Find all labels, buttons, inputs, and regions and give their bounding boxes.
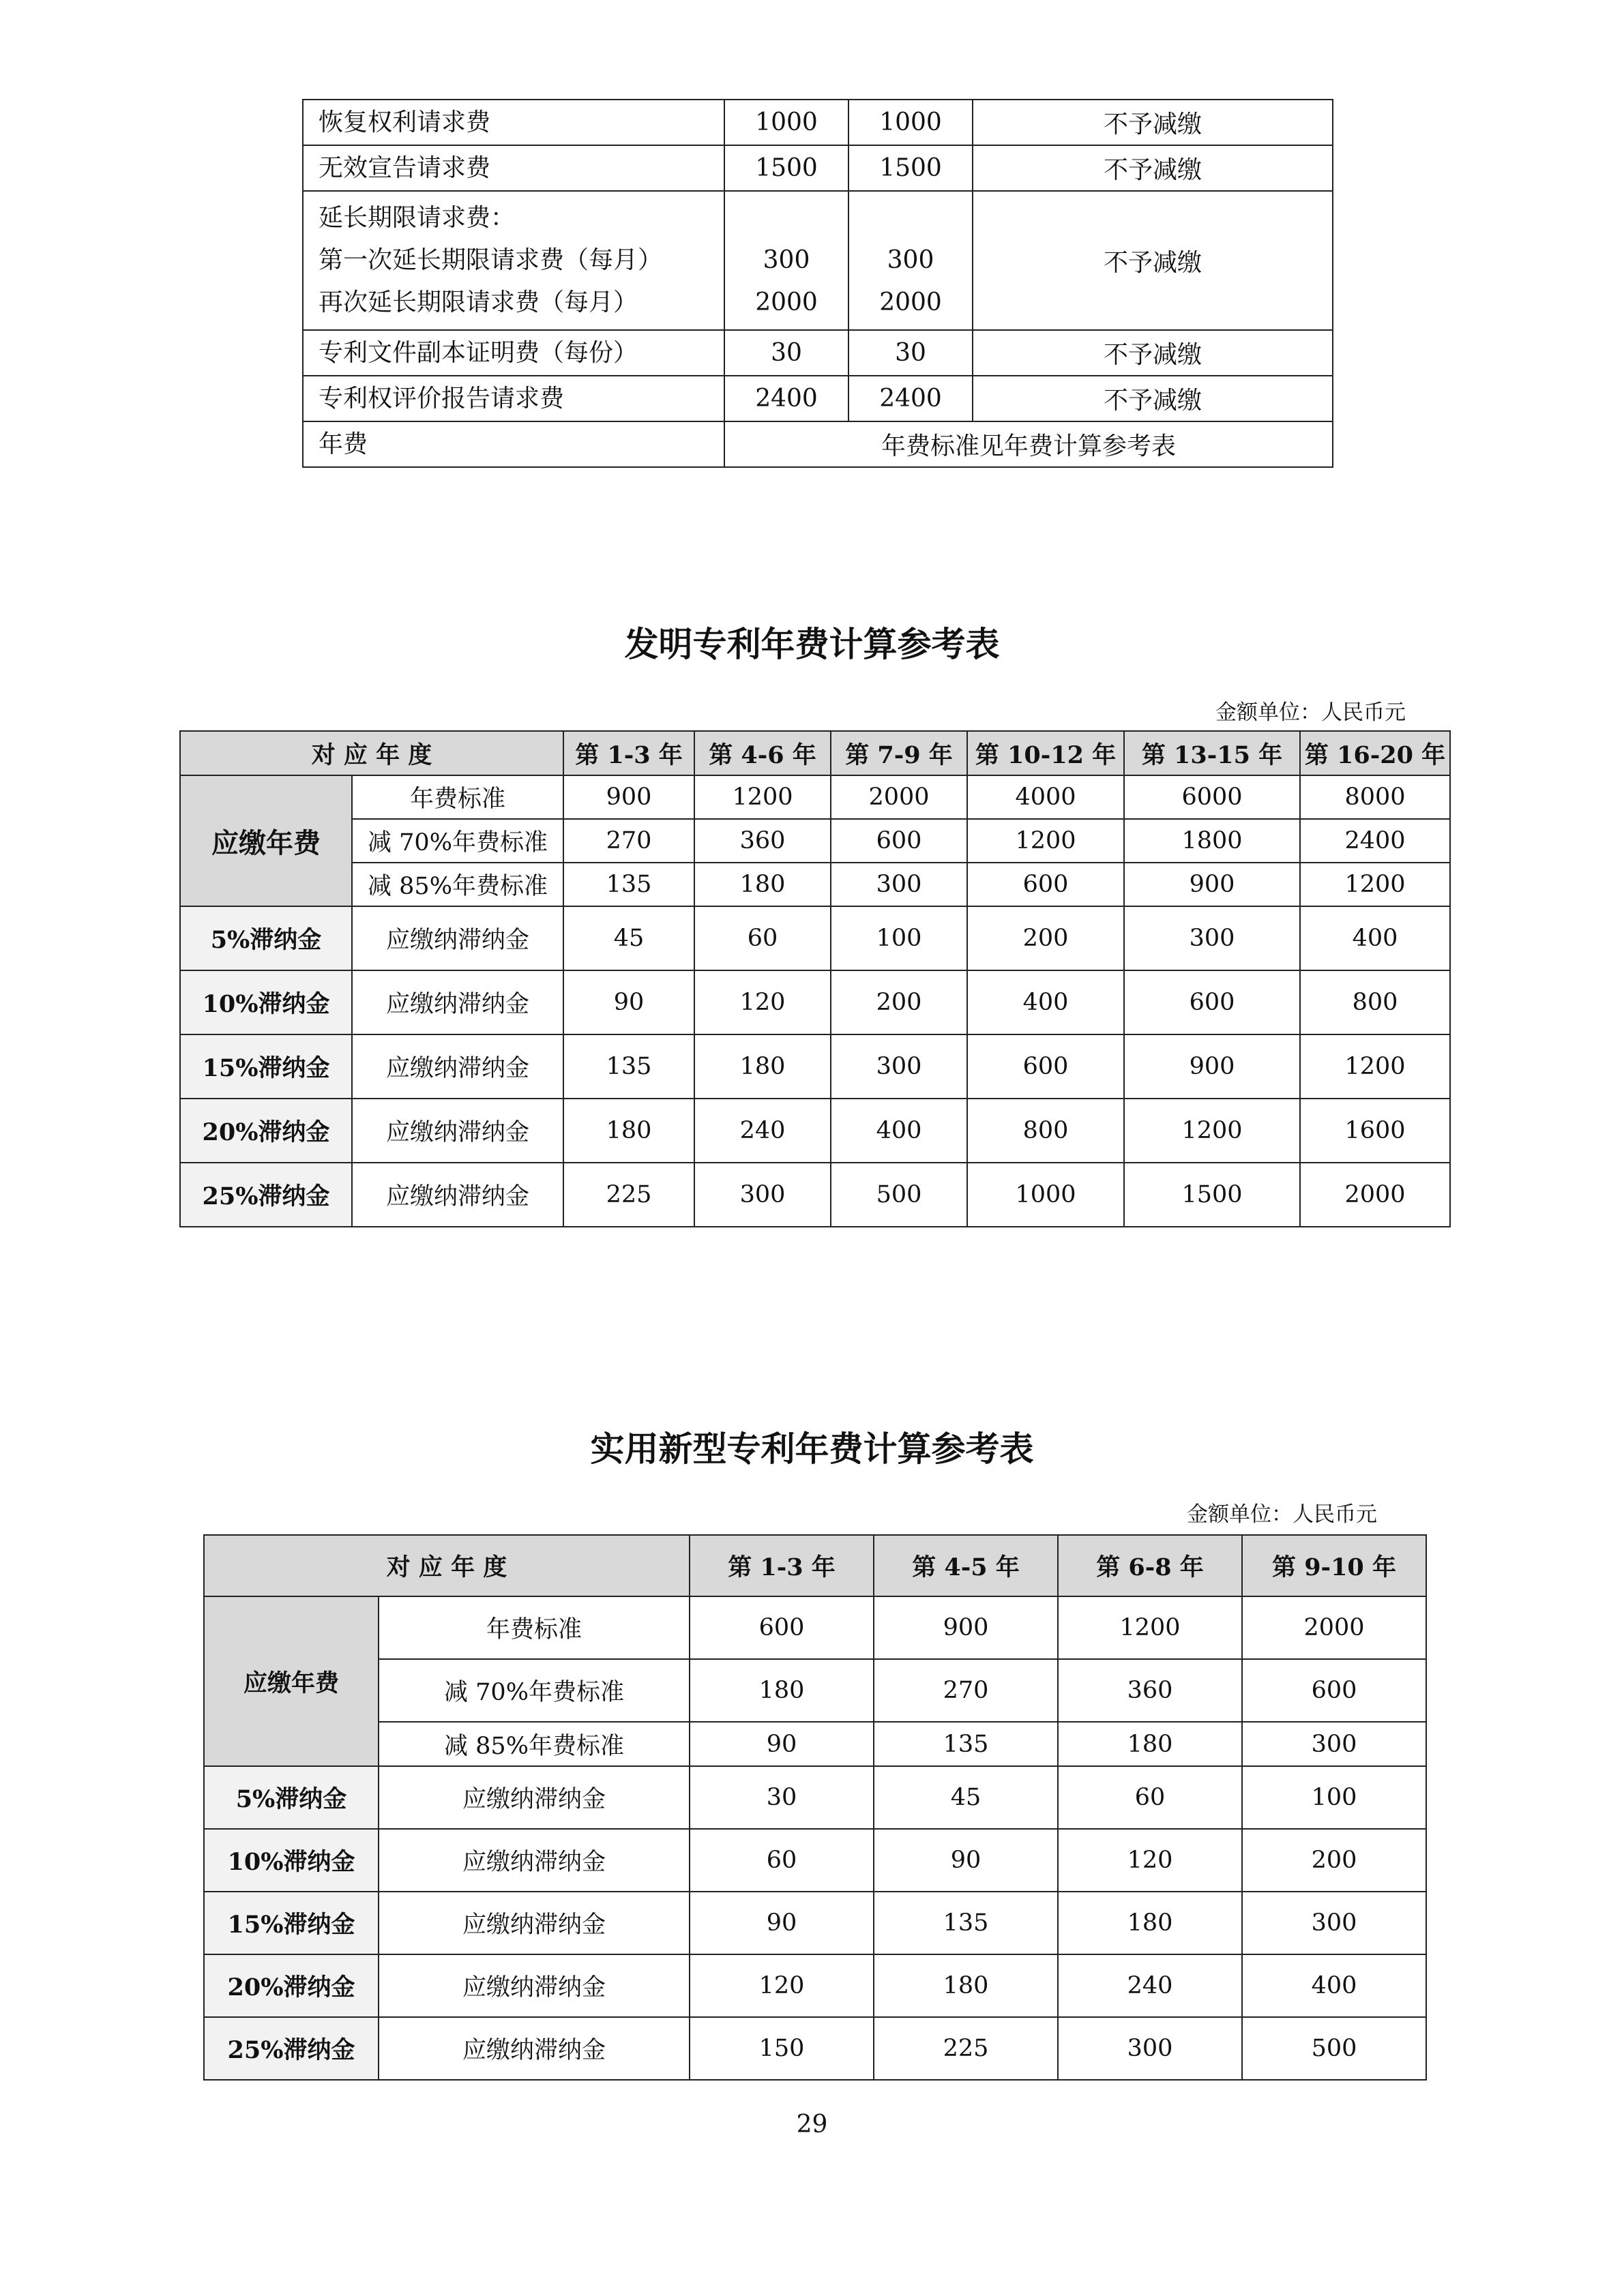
table-cell: 60	[694, 906, 831, 970]
row-label: 减 70%年费标准	[379, 1659, 690, 1722]
table-cell: 270	[874, 1659, 1058, 1722]
fee-amount-line: 300	[763, 246, 810, 274]
table-cell: 1200	[694, 775, 831, 819]
table-row	[180, 1099, 1450, 1163]
row-label: 减 85%年费标准	[352, 863, 563, 906]
table-cell: 45	[874, 1766, 1058, 1829]
table-cell: 225	[563, 1163, 694, 1227]
period-header: 第 1-3 年	[690, 1535, 874, 1596]
fee-amount: 1500	[848, 145, 973, 191]
table-cell: 360	[694, 819, 831, 863]
table-cell: 300	[831, 1034, 967, 1099]
period-header: 第 7-9 年	[831, 731, 967, 775]
table-cell: 2000	[1242, 1596, 1426, 1659]
table-row	[303, 145, 1333, 191]
table-cell: 800	[967, 1099, 1124, 1163]
table-cell: 240	[694, 1099, 831, 1163]
fee-amount: 1000	[848, 100, 973, 145]
table-cell: 1200	[1124, 1099, 1300, 1163]
table-cell: 2400	[1300, 819, 1450, 863]
table-row	[303, 100, 1333, 145]
table-cell: 1800	[1124, 819, 1300, 863]
late-fee-rate: 20%滞纳金	[204, 1954, 379, 2017]
table-cell: 1200	[1058, 1596, 1242, 1659]
period-header: 第 10-12 年	[967, 731, 1124, 775]
table-row	[204, 1954, 1426, 2017]
fee-name-line: 再次延长期限请求费（每月）	[319, 288, 638, 316]
row-label: 应缴纳滞纳金	[352, 1163, 563, 1227]
fee-amount-line	[849, 197, 972, 239]
fee-name-line: 第一次延长期限请求费（每月）	[319, 246, 663, 274]
fee-note: 不予减缴	[973, 330, 1333, 376]
table-cell: 100	[1242, 1766, 1426, 1829]
table-row	[180, 970, 1450, 1034]
table-header-row	[204, 1535, 1426, 1596]
invention-unit-note: 金额单位：人民币元	[1215, 700, 1406, 725]
period-header: 第 13-15 年	[1124, 731, 1300, 775]
table-cell: 90	[690, 1722, 874, 1766]
table-cell: 120	[1058, 1829, 1242, 1892]
row-label: 应缴纳滞纳金	[352, 906, 563, 970]
row-label: 减 70%年费标准	[352, 819, 563, 863]
late-fee-rate: 10%滞纳金	[204, 1829, 379, 1892]
fee-name: 专利权评价报告请求费	[303, 376, 724, 421]
table-cell: 600	[690, 1596, 874, 1659]
table-cell: 600	[967, 1034, 1124, 1099]
fee-name: 专利文件副本证明费（每份）	[303, 330, 724, 376]
late-fee-rate: 15%滞纳金	[204, 1892, 379, 1954]
table-cell: 180	[563, 1099, 694, 1163]
table-row	[303, 330, 1333, 376]
table-cell: 45	[563, 906, 694, 970]
table-row	[180, 1034, 1450, 1099]
late-fee-rate: 25%滞纳金	[180, 1163, 352, 1227]
fee-name: 无效宣告请求费	[303, 145, 724, 191]
late-fee-rate: 20%滞纳金	[180, 1099, 352, 1163]
table-cell: 225	[874, 2017, 1058, 2080]
invention-fee-table	[179, 730, 1451, 1227]
table-cell: 180	[1058, 1722, 1242, 1766]
table-cell: 200	[967, 906, 1124, 970]
utility-fee-table	[203, 1534, 1427, 2081]
fee-name: 年费	[303, 421, 724, 467]
fee-amount: 30	[724, 330, 848, 376]
table-cell: 900	[1124, 863, 1300, 906]
period-header: 第 6-8 年	[1058, 1535, 1242, 1596]
table-cell: 90	[563, 970, 694, 1034]
fee-amount-line: 300	[887, 246, 934, 274]
table-cell: 1000	[967, 1163, 1124, 1227]
table-cell: 360	[1058, 1659, 1242, 1722]
table-row	[204, 1892, 1426, 1954]
row-label: 减 85%年费标准	[379, 1722, 690, 1766]
table-cell: 2000	[831, 775, 967, 819]
table-cell: 300	[1124, 906, 1300, 970]
utility-table-title: 实用新型专利年费计算参考表	[590, 1429, 1034, 1469]
table-cell: 135	[563, 863, 694, 906]
invention-table-title: 发明专利年费计算参考表	[624, 624, 1000, 664]
row-label: 年费标准	[352, 775, 563, 819]
table-cell: 200	[831, 970, 967, 1034]
table-cell: 400	[1300, 906, 1450, 970]
table-cell: 90	[874, 1829, 1058, 1892]
table-cell: 600	[1124, 970, 1300, 1034]
table-cell: 1200	[967, 819, 1124, 863]
table-cell: 900	[874, 1596, 1058, 1659]
page-number: 29	[796, 2111, 828, 2138]
table-cell: 400	[831, 1099, 967, 1163]
fee-group-label: 应缴年费	[204, 1596, 379, 1766]
table-row	[204, 1596, 1426, 1659]
table-cell: 135	[874, 1892, 1058, 1954]
fee-amount: 1500	[724, 145, 848, 191]
table-cell: 30	[690, 1766, 874, 1829]
table-cell: 800	[1300, 970, 1450, 1034]
table-cell: 120	[690, 1954, 874, 2017]
period-header: 第 4-6 年	[694, 731, 831, 775]
fee-amount-line	[725, 197, 848, 239]
row-label: 应缴纳滞纳金	[379, 2017, 690, 2080]
table-cell: 100	[831, 906, 967, 970]
fee-amount: 2400	[724, 376, 848, 421]
table-row	[204, 1659, 1426, 1722]
table-cell: 180	[1058, 1892, 1242, 1954]
table-cell: 135	[874, 1722, 1058, 1766]
table-cell: 600	[967, 863, 1124, 906]
table-row	[204, 1766, 1426, 1829]
table-cell: 1200	[1300, 863, 1450, 906]
period-header: 第 16-20 年	[1300, 731, 1450, 775]
row-label: 应缴纳滞纳金	[379, 1954, 690, 2017]
table-cell: 300	[1242, 1892, 1426, 1954]
table-row	[204, 1829, 1426, 1892]
table-cell: 600	[831, 819, 967, 863]
table-cell: 180	[694, 1034, 831, 1099]
table-cell: 60	[690, 1829, 874, 1892]
fee-group-label: 应缴年费	[180, 775, 352, 906]
table-cell: 4000	[967, 775, 1124, 819]
row-label: 年费标准	[379, 1596, 690, 1659]
table-cell: 1200	[1300, 1034, 1450, 1099]
fee-amount-line: 2000	[879, 288, 942, 316]
fee-amount: 2400	[848, 376, 973, 421]
row-label: 应缴纳滞纳金	[379, 1766, 690, 1829]
table-cell: 240	[1058, 1954, 1242, 2017]
table-cell: 60	[1058, 1766, 1242, 1829]
header-label: 对 应 年 度	[204, 1535, 690, 1596]
table-cell: 150	[690, 2017, 874, 2080]
table-cell: 600	[1242, 1659, 1426, 1722]
fee-note: 年费标准见年费计算参考表	[724, 421, 1333, 467]
late-fee-rate: 5%滞纳金	[180, 906, 352, 970]
table-cell: 120	[694, 970, 831, 1034]
table-row	[180, 1163, 1450, 1227]
fee-amount-multiline	[848, 191, 973, 330]
table-row	[180, 906, 1450, 970]
table-row	[303, 191, 1333, 330]
fee-amount-line: 2000	[755, 288, 818, 316]
fee-note: 不予减缴	[973, 145, 1333, 191]
table-cell: 2000	[1300, 1163, 1450, 1227]
period-header: 第 4-5 年	[874, 1535, 1058, 1596]
fee-name: 恢复权利请求费	[303, 100, 724, 145]
table-cell: 300	[1242, 1722, 1426, 1766]
table-cell: 180	[690, 1659, 874, 1722]
table-row	[180, 863, 1450, 906]
table-header-row	[180, 731, 1450, 775]
table-cell: 200	[1242, 1829, 1426, 1892]
fee-name-line: 延长期限请求费：	[319, 204, 516, 232]
late-fee-rate: 25%滞纳金	[204, 2017, 379, 2080]
fee-amount: 30	[848, 330, 973, 376]
utility-unit-note: 金额单位：人民币元	[1187, 1502, 1377, 1527]
table-cell: 8000	[1300, 775, 1450, 819]
table-cell: 500	[831, 1163, 967, 1227]
row-label: 应缴纳滞纳金	[379, 1892, 690, 1954]
table-cell: 900	[563, 775, 694, 819]
table-cell: 300	[694, 1163, 831, 1227]
header-label: 对 应 年 度	[180, 731, 563, 775]
period-header: 第 1-3 年	[563, 731, 694, 775]
late-fee-rate: 5%滞纳金	[204, 1766, 379, 1829]
fee-amount-multiline	[724, 191, 848, 330]
table-cell: 900	[1124, 1034, 1300, 1099]
fee-name-multiline	[303, 191, 724, 330]
table-cell: 400	[967, 970, 1124, 1034]
table-row	[204, 1722, 1426, 1766]
late-fee-rate: 10%滞纳金	[180, 970, 352, 1034]
table-row	[303, 376, 1333, 421]
late-fee-rate: 15%滞纳金	[180, 1034, 352, 1099]
table-cell: 400	[1242, 1954, 1426, 2017]
table-cell: 300	[831, 863, 967, 906]
table-cell: 300	[1058, 2017, 1242, 2080]
table-cell: 1600	[1300, 1099, 1450, 1163]
table-cell: 180	[694, 863, 831, 906]
fee-amount: 1000	[724, 100, 848, 145]
row-label: 应缴纳滞纳金	[379, 1829, 690, 1892]
table-cell: 6000	[1124, 775, 1300, 819]
row-label: 应缴纳滞纳金	[352, 1034, 563, 1099]
fee-table	[302, 99, 1333, 468]
table-row	[180, 819, 1450, 863]
fee-note: 不予减缴	[973, 191, 1333, 330]
row-label: 应缴纳滞纳金	[352, 970, 563, 1034]
table-cell: 1500	[1124, 1163, 1300, 1227]
table-row	[204, 2017, 1426, 2080]
table-cell: 270	[563, 819, 694, 863]
fee-note: 不予减缴	[973, 100, 1333, 145]
table-cell: 90	[690, 1892, 874, 1954]
fee-note: 不予减缴	[973, 376, 1333, 421]
table-row	[303, 421, 1333, 467]
table-cell: 180	[874, 1954, 1058, 2017]
table-row	[180, 775, 1450, 819]
row-label: 应缴纳滞纳金	[352, 1099, 563, 1163]
table-cell: 135	[563, 1034, 694, 1099]
table-cell: 500	[1242, 2017, 1426, 2080]
period-header: 第 9-10 年	[1242, 1535, 1426, 1596]
